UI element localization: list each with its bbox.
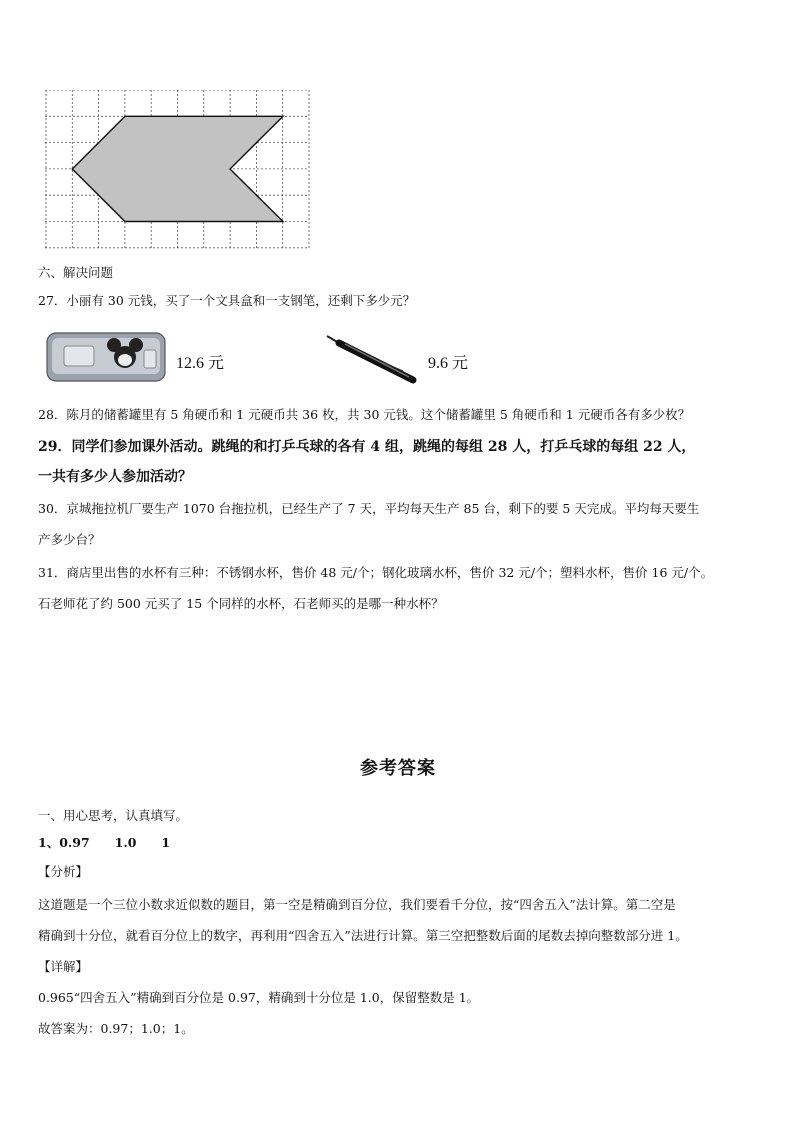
question-28: 28．陈月的储蓄罐里有 5 角硬币和 1 元硬币共 36 枚，共 30 元钱。这个储蓄罐里 5 角硬币和 1 元硬币各有多少枚？ (38, 407, 691, 422)
analysis-line1: 这道题是一个三位小数求近似数的题目，第一空是精确到百分位，我们要看千分位，按“四舍五入”法计算。第二空是 (38, 897, 676, 912)
answer-1: 1、0.97 1.0 1 (38, 835, 171, 850)
grid-figure (45, 90, 311, 250)
question-30-line1: 30．京城拖拉机厂要生产 1070 台拖拉机，已经生产了 7 天，平均每天生产 85 台，剩下的要 5 天完成。平均每天要生 (38, 501, 700, 516)
question-29-line2: 一共有多少人参加活动？ (38, 469, 192, 485)
pencil-case-price: 12.6 元 (176, 355, 225, 372)
analysis-line2: 精确到十分位，就看百分位上的数字，再利用“四舍五入”法进行计算。第三空把整数后面的尾数去掉向整数部分进 1。 (38, 928, 688, 943)
question-30-line2: 产多少台？ (38, 532, 101, 547)
pencil-case-image (44, 328, 168, 386)
analysis-label: 【分析】 (38, 864, 89, 879)
final-answer: 故答案为：0.97；1.0；1。 (38, 1021, 194, 1036)
answers-section-one-title: 一、用心思考，认真填写。 (38, 808, 189, 823)
question-27: 27．小丽有 30 元钱，买了一个文具盒和一支钢笔，还剩下多少元？ (38, 293, 416, 308)
question-31-line2: 石老师花了约 500 元买了 15 个同样的水杯，石老师买的是哪一种水杯？ (38, 596, 444, 611)
question-29-line1: 29．同学们参加课外活动。跳绳的和打乒乓球的各有 4 组，跳绳的每组 28 人，打乒乓球的每组 22 人， (38, 439, 696, 455)
question-31-line1: 31．商店里出售的水杯有三种：不锈钢水杯，售价 48 元/个；钢化玻璃水杯，售价 32 元/个；塑料水杯，售价 16 元/个。 (38, 565, 714, 580)
pen-price: 9.6 元 (428, 355, 469, 372)
pen-image (323, 330, 419, 386)
detail-label: 【详解】 (38, 959, 89, 974)
gray-polygon (72, 116, 283, 221)
detail-line: 0.965“四舍五入”精确到百分位是 0.97，精确到十分位是 1.0，保留整数是 1。 (38, 990, 480, 1005)
section-six-title: 六、解决问题 (38, 265, 114, 280)
answers-title: 参考答案 (360, 758, 436, 779)
